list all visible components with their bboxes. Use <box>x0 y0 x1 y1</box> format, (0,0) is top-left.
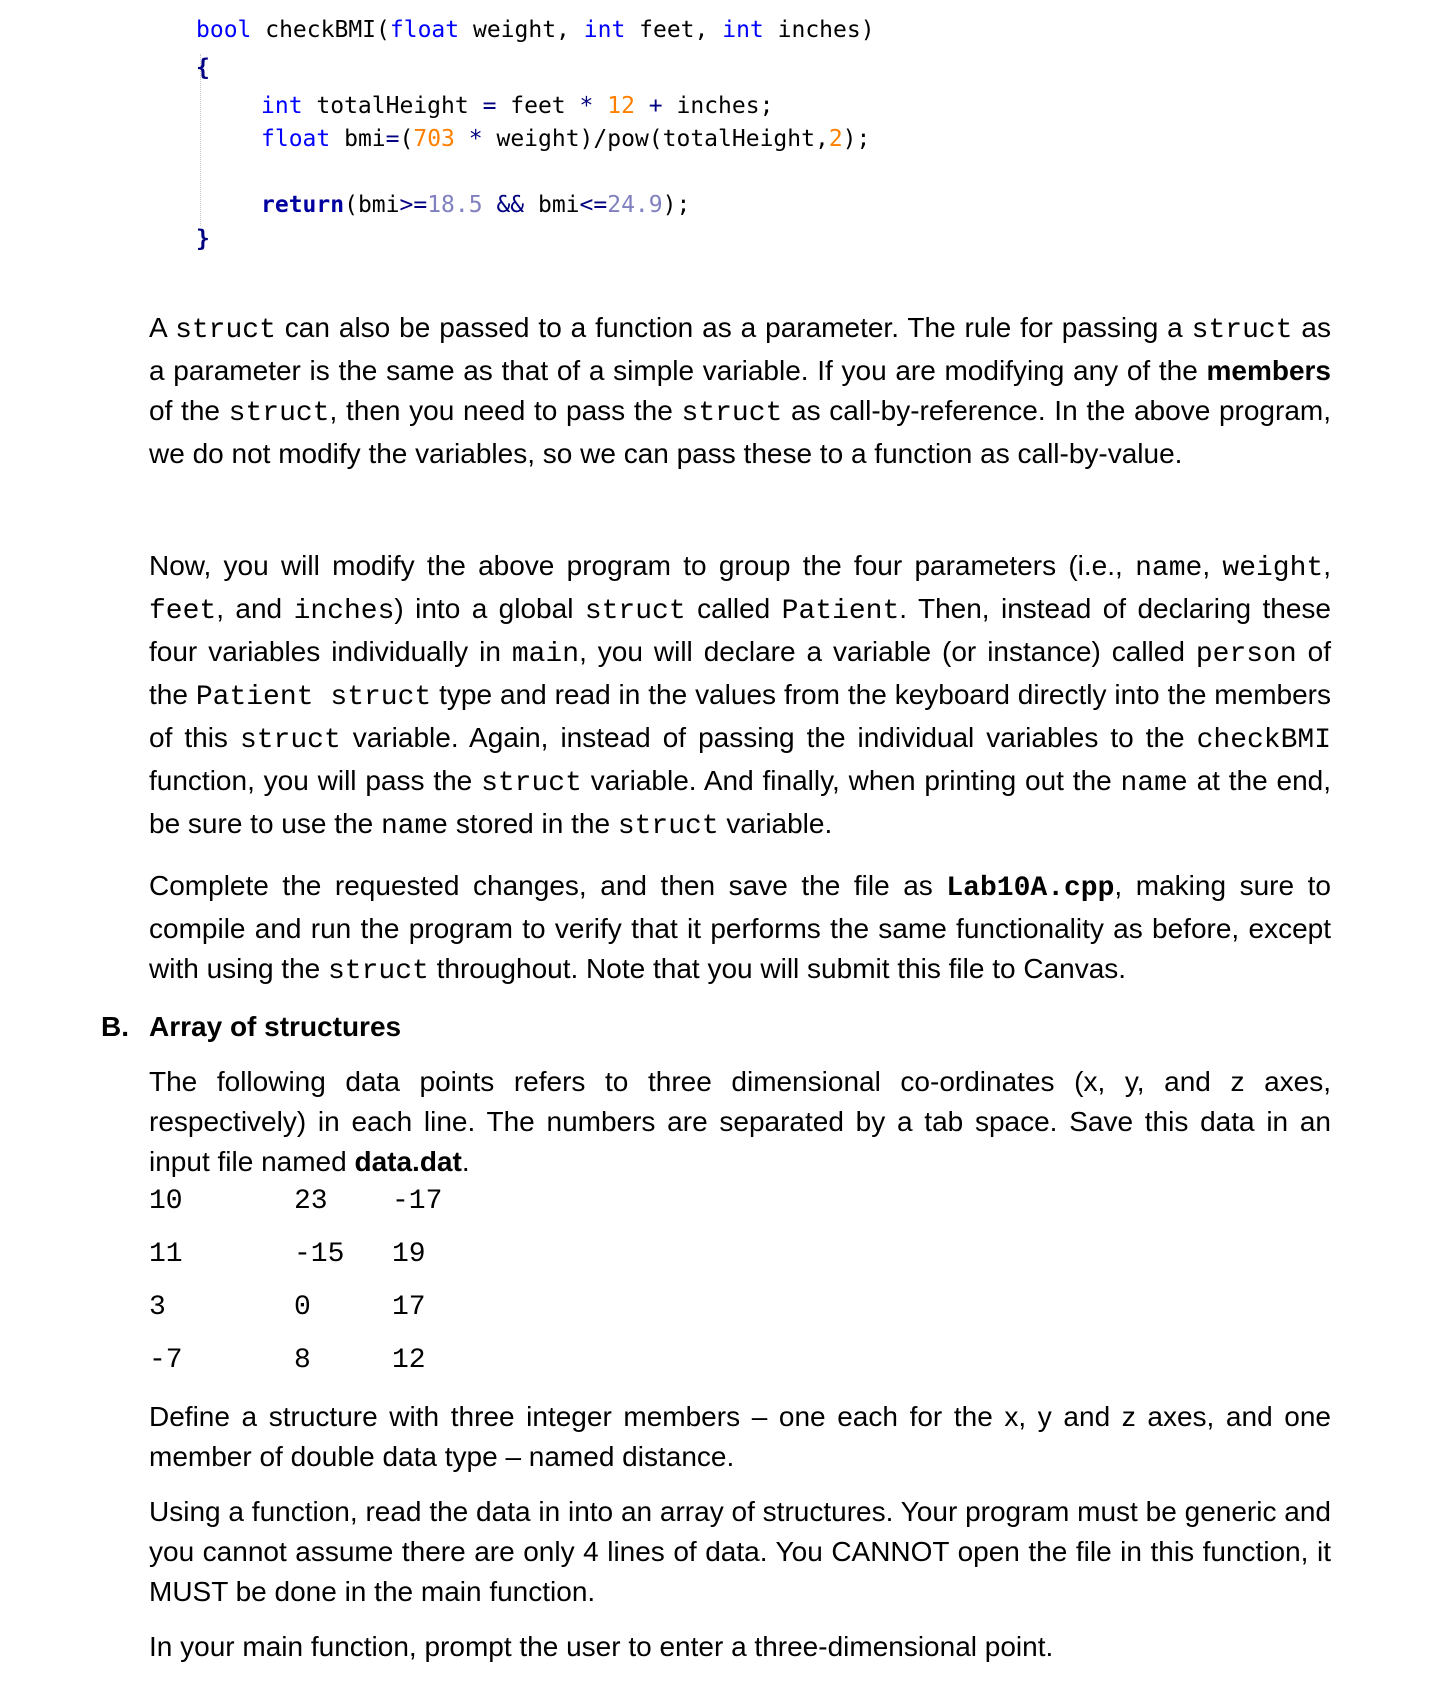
code-line-total-height: int totalHeight = feet * 12 + inches; <box>261 93 774 119</box>
code-line-bmi: float bmi=(703 * weight)/pow(totalHeight,2); <box>261 126 871 152</box>
document-page: bool checkBMI(float weight, int feet, int inches) { int totalHeight = feet * 12 + inches; float bmi=(703 * weight)/pow(totalHeight,2); return(bmi>=18.5 && bmi<=24.9); } A struct can also be passed to a function as a parameter. The rule for passing a struct as a parameter is the same as that of a simple variable. If you are modifying any of the members of the struct, then you need to pass the struct as call-by-reference. In the above program, we do not modify the variables, so we can pass these to a function as call-by-value. Now, you will modify the above program to group the four parameters (i.e., name, weight, feet, and inches) into a global struct called Patient. Then, instead of declaring these four variables individually in main, you will declare a variable (or instance) called person of the Patient struct type and read in the values from the keyboard directly into the members of this struct variable. Again, instead of passing the individual variables to the checkBMI function, you will pass the struct variable. And finally, when printing out the name at the end, be sure to use the name stored in the struct variable. Complete the requested changes, and then save the file as Lab10A.cpp, making sure to compile and run the program to verify that it performs the same functionality as before, except with using the struct throughout. Note that you will submit this file to Canvas. B. Array of structures The following data points refers to three dimensional co-ordinates (x, y, and z axes, respectively) in each line. The numbers are separated by a tab space. Save this data in an input file named data.dat. 10 23 -17 11 -15 19 3 0 17 -7 8 12 Define a structure with three integer members – one each for the x, y and z axes, and one member of double data type – named distance. Using a function, read the data in into an array of structures. Your program must be generic and you cannot assume there are only 4 lines of data. You CANNOT open the file in this function, it MUST be done in the main function. In your main function, prompt the user to enter a three-dimensional point. <box>0 0 1446 1708</box>
paragraph-read-function: Using a function, read the data in into an array of structures. Your program must be generic and you cannot assume there are only 4 lines of data. You CANNOT open the file in this function, it MUST be done in the main function. <box>149 1496 1331 1607</box>
paragraph-complete-changes: Complete the requested changes, and then save the file as Lab10A.cpp, making sure to compile and run the program to verify that it performs the same functionality as before, except with using the struct throughout. Note that you will submit this file to Canvas. <box>149 870 1332 987</box>
paragraph-main-prompt: In your main function, prompt the user to enter a three-dimensional point. <box>149 1631 1054 1662</box>
paragraph-define-structure: Define a structure with three integer members – one each for the x, y and z axes, and one member of double data type – named distance. <box>149 1401 1331 1472</box>
code-line-close-brace: } <box>196 226 210 252</box>
code-line-signature: bool checkBMI(float weight, int feet, int inches) <box>196 17 875 43</box>
paragraph-struct-parameter: A struct can also be passed to a function as a parameter. The rule for passing a struct as a parameter is the same as that of a simple variable. If you are modifying any of the members of the struct, then you need to pass the struct as call-by-reference. In the above program, we do not modify the variables, so we can pass these to a function as call-by-value. <box>149 312 1332 469</box>
paragraph-modify-program: Now, you will modify the above program to group the four parameters (i.e., name, weight, feet, and inches) into a global struct called Patient. Then, instead of declaring these four variables individually in main, you will declare a variable (or instance) called person of the Patient struct type and read in the values from the keyboard directly into the members of this struct variable. Again, instead of passing the individual variables to the checkBMI function, you will pass the struct variable. And finally, when printing out the name at the end, be sure to use the name stored in the struct variable. <box>149 550 1332 842</box>
code-line-open-brace: { <box>196 55 210 81</box>
section-heading-array-of-structures: B. Array of structures <box>101 1011 402 1042</box>
code-listing <box>196 14 875 311</box>
paragraph-data-points: The following data points refers to three dimensional co-ordinates (x, y, and z axes, respectively) in each line. The numbers are separated by a tab space. Save this data in an input file named data.dat. <box>149 1066 1331 1177</box>
code-line-return: return(bmi>=18.5 && bmi<=24.9); <box>261 192 691 218</box>
